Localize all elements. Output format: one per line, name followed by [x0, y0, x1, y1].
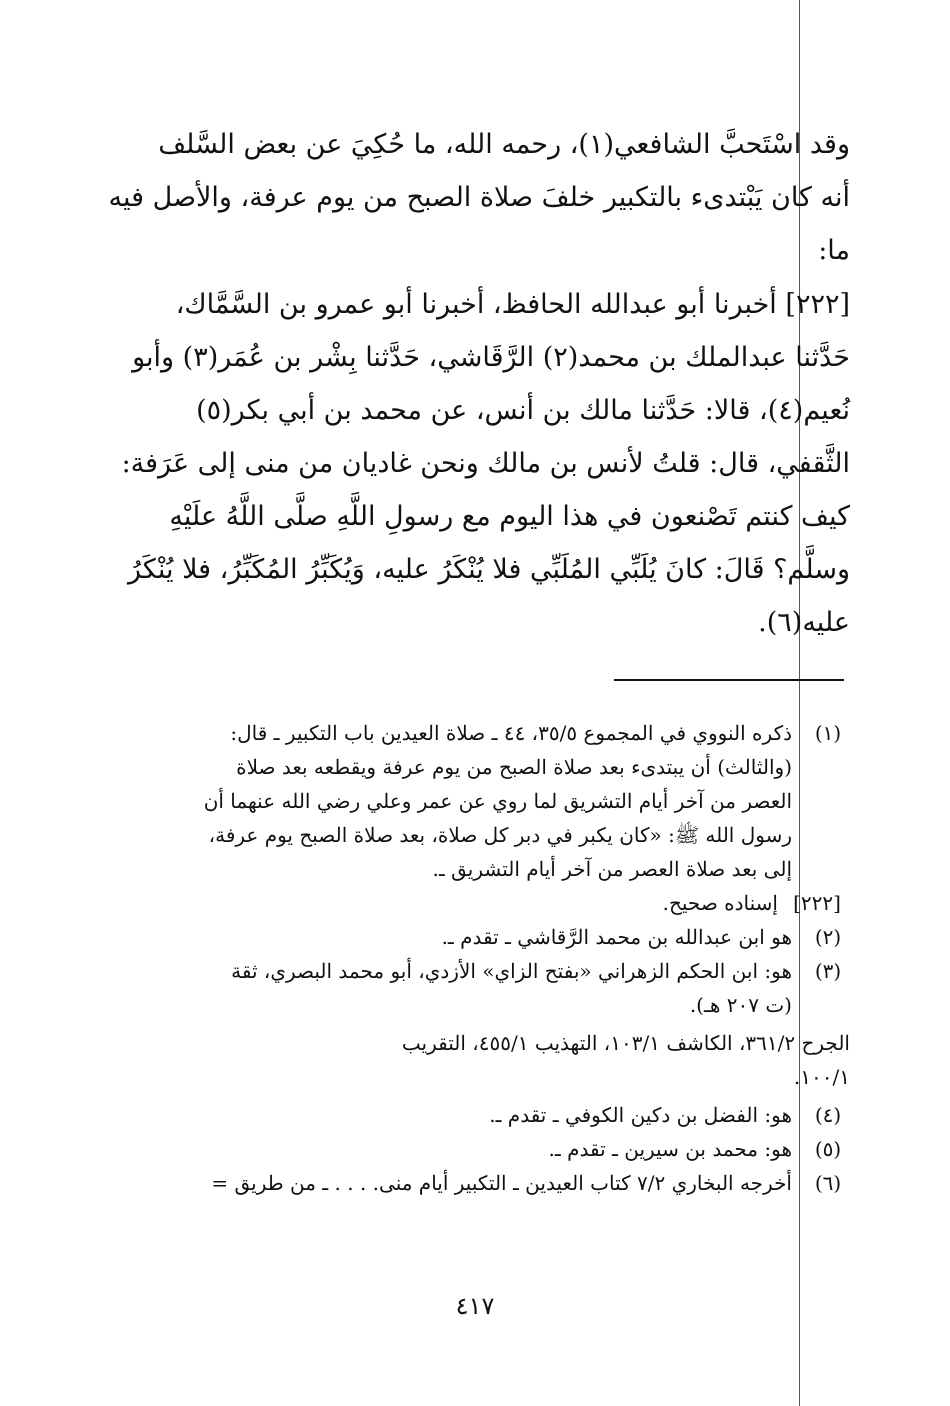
paragraph-intro	[108, 118, 850, 277]
text-line: حَدَّثنا عبدالملك بن محمد(٢) الرَّقَاشي، حَدَّثنا بِشْر بن عُمَر(٣) وأبو	[132, 342, 850, 373]
text-line: الثَّقفي، قال: قلتُ لأنس بن مالك ونحن غاديان من منى إلى عَرَفة:	[121, 448, 850, 479]
footnote-line: هو: محمد بن سيرين ـ تقدم ـ.	[548, 1137, 792, 1161]
footnote-line: هو ابن عبدالله بن محمد الرَّقاشي ـ تقدم ـ.	[441, 925, 792, 949]
text-line: أنه كان يَبْتدىء بالتكبير خلفَ صلاة الصبح من يوم عرفة، والأصل فيه	[108, 182, 850, 213]
page-number: ٤١٧	[455, 1292, 495, 1320]
footnote-number: (٢)	[814, 925, 842, 949]
footnote-line: العصر من آخر أيام التشريق لما روي عن عمر وعلي رضي الله عنهما أن	[203, 789, 792, 813]
footnote-3-refs	[150, 1026, 850, 1094]
text-line: عليه(٦).	[758, 607, 850, 638]
footnote-line: أخرجه البخاري ٧/٢ كتاب العيدين ـ التكبير أيام منى. . . . ـ من طريق =	[211, 1171, 792, 1195]
footnote-line: الجرح ٣٦١/٢، الكاشف ١٠٣/١، التهذيب ٤٥٥/١، التقريب	[401, 1031, 850, 1055]
text-line: ما:	[818, 235, 850, 266]
footnote-1	[150, 716, 850, 886]
footnote-4	[150, 1098, 850, 1132]
footnote-line: إلى بعد صلاة العصر من آخر أيام التشريق ـ.	[432, 857, 792, 881]
text-line: وسلَّم؟ قَالَ: كانَ يُلَبِّي المُلَبِّي فلا يُنْكَرُ عليه، وَيُكَبِّرُ المُكَبِّرُ، فلا يُنْكَرُ	[128, 554, 850, 585]
footnote-number: (٦)	[814, 1171, 842, 1195]
footnote-separator	[614, 679, 844, 681]
footnote-number: (٤)	[814, 1103, 842, 1127]
footnote-line: (والثالث) أن يبتدىء بعد صلاة الصبح من يوم عرفة ويقطعه بعد صلاة	[236, 755, 792, 779]
footnote-222	[150, 886, 850, 920]
text-line: نُعيم(٤)، قالا: حَدَّثنا مالك بن أنس، عن محمد بن أبي بكر(٥)	[196, 395, 850, 426]
footnote-number: [٢٢٢]	[793, 891, 841, 915]
footnote-number: (٣)	[814, 959, 842, 983]
text-line: كيف كنتم تَصْنعون في هذا اليوم مع رسولِ اللَّهِ صلَّى اللَّهُ علَيْهِ	[169, 501, 850, 532]
footnote-line: ذكره النووي في المجموع ٣٥/٥، ٤٤ ـ صلاة العيدين باب التكبير ـ قال:	[230, 721, 792, 745]
footnote-line: هو: الفضل بن دكين الكوفي ـ تقدم ـ.	[489, 1103, 792, 1127]
text-line: [٢٢٢] أخبرنا أبو عبدالله الحافظ، أخبرنا أبو عمرو بن السَّمَّاك،	[175, 289, 850, 320]
footnote-6	[150, 1166, 850, 1200]
text-line: وقد اسْتَحبَّ الشافعي(١)، رحمه الله، ما حُكِيَ عن بعض السَّلف	[158, 129, 850, 160]
footnote-line: إسناده صحيح.	[662, 891, 778, 915]
paragraph-hadith-222	[121, 278, 850, 649]
footnotes	[150, 716, 850, 1200]
footnote-line: هو: ابن الحكم الزهراني «بفتح الزاي» الأزدي، أبو محمد البصري، ثقة	[231, 959, 792, 983]
footnote-3	[150, 954, 850, 1022]
footnote-line: (ت ٢٠٧ هـ).	[689, 993, 792, 1017]
footnote-line: ١٠٠/١.	[793, 1065, 850, 1089]
footnote-5	[150, 1132, 850, 1166]
footnote-2	[150, 920, 850, 954]
footnote-number: (٥)	[814, 1137, 842, 1161]
footnote-number: (١)	[814, 721, 842, 745]
footnote-line: رسول الله ﷺ: «كان يكبر في دبر كل صلاة، بعد صلاة الصبح يوم عرفة،	[208, 823, 792, 847]
